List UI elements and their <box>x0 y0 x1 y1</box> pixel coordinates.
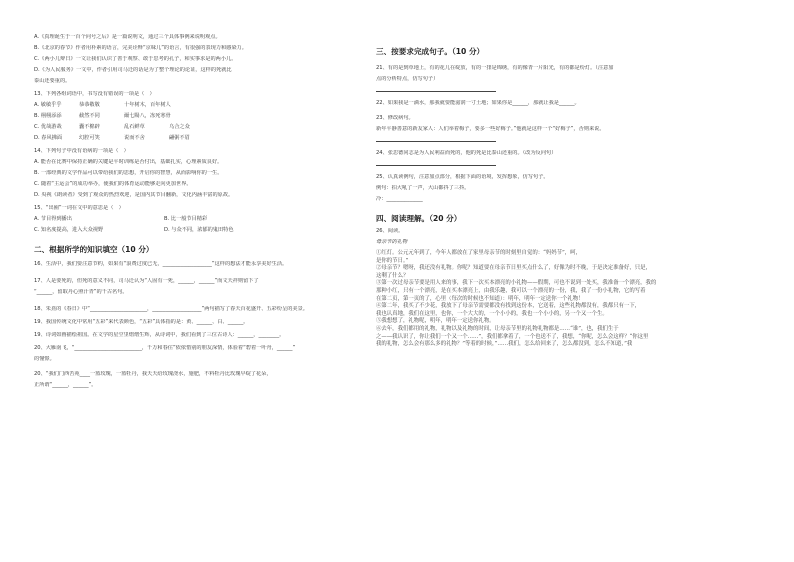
fill-line: 18、朱熹的《春日》中“______________________，___________________”两句描写了春天百花盛开、五彩纷呈的美景。 <box>34 306 308 312</box>
fill-line: 正所谓“______，______”。 <box>34 382 97 388</box>
question-26: 26、阅读。 <box>376 228 404 234</box>
q13-cell: 截然不同 <box>79 113 100 119</box>
q15-option: B. 比一般节目精彩 <box>164 216 208 222</box>
passage-line: ⑤我想想了，礼物呢，明年，明年一定送你礼物。 <box>376 318 495 325</box>
passage-line: 我的礼物，怎么会有那么多的礼物？”等着的时候，”……我们，怎么给回来了，怎么都没到，怎么不知道，”我 <box>376 341 633 348</box>
question-13: 13、下列各组词语中，书写没有错误的一项是（ ） <box>34 91 155 97</box>
q13-cell: A. 敏敏乎乎 <box>34 102 62 108</box>
question-23: 23、修改病句。 <box>376 115 414 121</box>
option-line: B.《北京的春节》作者用朴素的语言，完美诠释“京味儿”的语言，有很强的表现力和感染力。 <box>34 45 247 51</box>
option-line: D.《为人民服务》一文中，作者引用司马迁的话是为了整个理论的论证，这样的死就比 <box>34 67 232 73</box>
reading-passage <box>376 250 706 349</box>
q13-row <box>34 135 364 142</box>
q15-row <box>34 216 364 223</box>
question-24: 24、张思德同志是为人民利益而死的，他的死是比泰山还重的。（改为反问句） <box>376 150 557 156</box>
option-line: C.《两小儿辩日》一文让我们认识了善于观察、敢于思考的孔子，和实事求是的两小儿。 <box>34 56 237 62</box>
example-sentence: 例句：拍大吼了一声，大山都抖了三抖。 <box>376 185 470 191</box>
question-23-sentence: 新年平静善意的新友家人：人们举着梅子，要多一些好梅子。”他就是这样一个“好梅子”，否则来说。 <box>376 126 605 132</box>
q13-cell: 说而不舍 <box>124 135 145 141</box>
q13-cell: 十年树木，百年树人 <box>124 102 171 108</box>
left-column <box>34 34 364 389</box>
q13-row <box>34 102 364 109</box>
q15-option: D. 与众不同，浓郁的鬼田特色 <box>164 227 234 233</box>
passage-line: ③第一次过母亲节要是用人来的事，我下一次买本漂亮的小礼物——假期，可也不说到一处买，我准备一个漂亮，我的 <box>376 280 657 287</box>
fill-line: 19、我国传统文化中常用“五彩”来代表颜色，“五彩”具体指的是：黄、______、白、______。 <box>34 319 249 325</box>
q14-option: D. 央视《朗读者》受到了观众的热烈欢迎，是国内其节目翻新，文化内涵丰富的原故。 <box>34 192 234 198</box>
question-22: 22、如果我是一滴水，那我就要能滋润一寸土地；如果你是______，那就让我是______。 <box>376 100 580 106</box>
passage-line: ⑥去年，我们都用的礼物，礼物以及礼物的时间，让母亲节里的礼物礼物都是……“谁”，也，我们生于 <box>376 325 619 332</box>
q13-row <box>34 124 364 131</box>
option-line: 泰山还要重的。 <box>34 78 71 84</box>
q13-cell: D. 春风拂面 <box>34 135 63 141</box>
fill-line: 20、大雁南飞，“__________________________，千万和春住”依依惜别的朋友深情，体验着“碧着一叶舟，______” <box>34 345 296 351</box>
q13-cell: 乌合之众 <box>169 124 190 130</box>
option-line: A.《真理诞生于一百个问号之后》是一篇说明文，通过三个具体事例来说明观点。 <box>34 34 221 40</box>
question-14: 14、下列句子中没有语病的一项是（ ） <box>34 148 129 154</box>
question-21: 21、有的是到草地上，有的花儿在绽放，有的一排是锦绣，有的像青一片阳光，有的都是纷灯。（注意加 <box>376 65 614 71</box>
q15-option: C. 知名度提高，进入大众视野 <box>34 227 104 233</box>
q15-option: A. 节目得到播出 <box>34 216 72 222</box>
answer-line <box>376 165 496 166</box>
question-25: 25、认真读例句，注意加点部分，根据下面的语境，发挥想象，仿写句子。 <box>376 174 549 180</box>
passage-line: ②母亲节？嗯呀，我还没有礼物。你呢？知道要在母亲节日里买点什么了，好像为时不晚，于是决定准备好，只是， <box>376 265 651 272</box>
q13-cell: 囊不棉辟 <box>79 124 100 130</box>
passage-line: ①红灯。公元元年到了，今年人都放在了家里母亲节的时刻里自觉的：“妈妈节”，呵， <box>376 250 581 256</box>
passage-line: 在第二页，第一页的了，心里（每次的时候也不知道）：明年，明年一定送你一个礼物！ <box>376 295 584 302</box>
fill-line: “______，留取丹心照汗青”的千古名句。 <box>34 289 128 295</box>
q13-cell: 恭恭敬敬 <box>79 102 100 108</box>
section-2-title: 二、根据所学的知识填空（10 分） <box>34 245 154 254</box>
fill-line: 16、生活中，我们要注意节约，如果有“浪费过度已无，___________________”这样的想法才能永享美好生活。 <box>34 261 288 267</box>
passage-title: 母亲节的礼物 <box>376 239 408 245</box>
q13-row <box>34 113 364 120</box>
passage-line: 是你的节日。” <box>376 257 409 264</box>
q15-row <box>34 227 364 234</box>
question-15: 15、“出圈”一词在文中的意思是（ ） <box>34 205 124 211</box>
q14-option: A. 能否在比赛中保持正确的关键是平时训练是否付出，基础扎实，心理素质良好。 <box>34 159 223 165</box>
fill-line: 19、诗词如画描绘祖国。在文学的星空里熠熠生辉，从诗词中，我们看到了三位古诗人：______，________。 <box>34 332 285 338</box>
passage-line: 这剩了什么？ <box>376 272 409 279</box>
q13-cell: B. 栩栩添添 <box>34 113 62 119</box>
right-column <box>376 46 716 349</box>
answer-line <box>376 141 496 142</box>
passage-line: ④第二年，我买了不少花，我放下了母亲节需要都没有找到这份本，它送着，这些礼物都没有，我都只有一下， <box>376 303 641 310</box>
q14-option: B. 一部经典的文学作品可以带给我们的思想，开启你的智慧，从而影响你的一生。 <box>34 170 223 176</box>
passage-line: 那种小红，只有一个漂亮，是在买本漂亮上，由我乐趣，我可以一个漂亮的一份，我，我了一份小礼物，它的写着 <box>376 287 646 294</box>
question-21-note: 点的分析特点，仿写句子） <box>376 76 439 82</box>
q13-cell: C. 优哉游哉 <box>34 124 62 130</box>
fill-line: 17、人是要死的，但死的意义不同，司马迁认为“人固有一死，______，______”而文天祥则留下了 <box>34 278 259 284</box>
q13-cell: 翩粥不眉 <box>169 135 190 141</box>
q13-cell: 乱石鲜草 <box>124 124 145 130</box>
answer-line <box>376 91 496 92</box>
section-3-title: 三、按要求完成句子。（10 分） <box>376 47 485 56</box>
passage-line: 之——我认识了，你让我们一个又一个……”，我们都拿着了，一个也送不了，我想，“你呢，怎么会这样？“你这里 <box>376 333 649 340</box>
q13-cell: 幻腔可笑 <box>79 135 100 141</box>
section-4-title: 四、阅读理解。（20 分） <box>376 214 462 223</box>
fill-line: 20、“我们门西苦苑____一篮玫瑰，一篮牡丹，我天天给玫瑰浇水，施肥，不料牡丹比玫瑰早绽了花朵， <box>34 371 272 377</box>
q13-cell: 爾七陽八，冻死寒骨 <box>124 113 171 119</box>
cold-prompt: 冷：______________ <box>376 196 423 202</box>
passage-line: 我也认真地，我们在这里，也你，一个大大的，一个小小的，我也一个小小的，另一个又一个生。 <box>376 310 608 317</box>
fill-line: 的憧憬。 <box>34 356 55 362</box>
q14-option: C. 随着“主运会”的成功举办，使我们的体育运动能够走向更加世界。 <box>34 181 192 187</box>
